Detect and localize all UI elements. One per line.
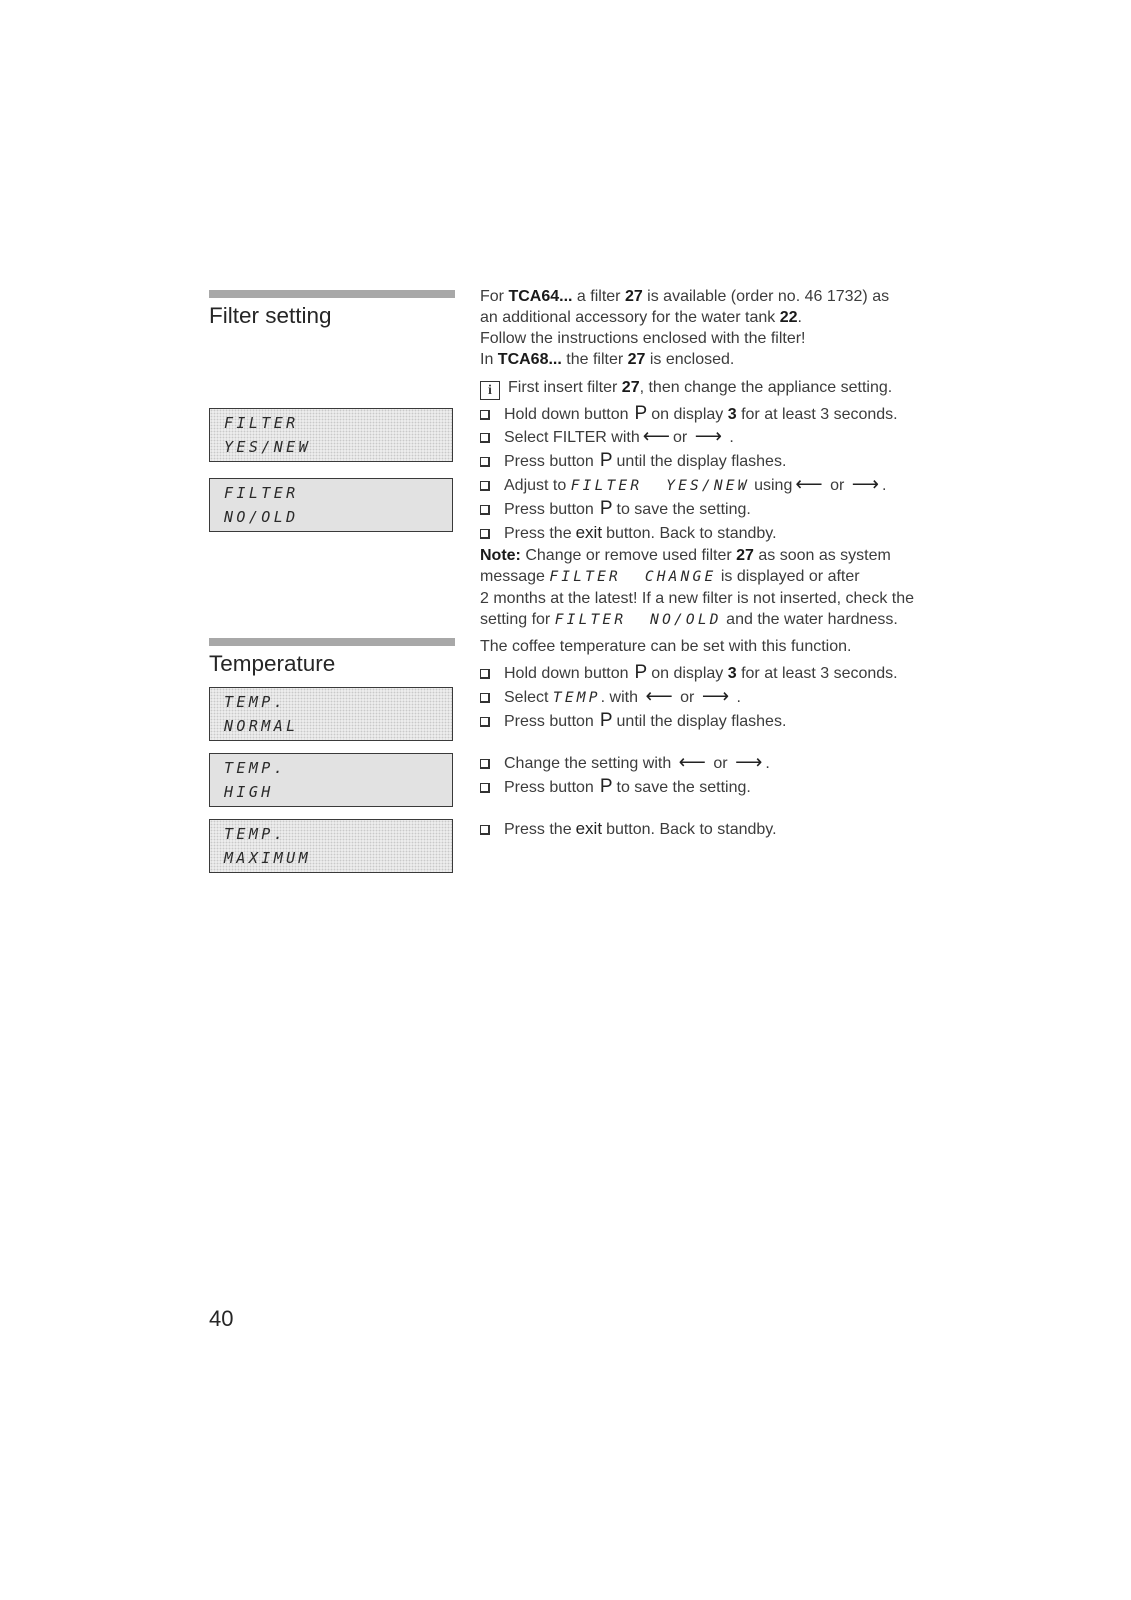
right-arrow-icon: ⟶ [694, 426, 722, 447]
checkbox-bullet-icon [480, 783, 490, 793]
checkbox-bullet-icon [480, 481, 490, 491]
filter-intro: For TCA64... a filter 27 is available (order no. 46 1732) as an additional accessory for the water tank 22. Follow the instructions enclosed with the filter! In TCA68... the filter 27 is enclosed. [480, 288, 890, 368]
display-temp-maximum [209, 819, 453, 873]
display-filter-yes-new [209, 408, 453, 462]
page-number: 40 [209, 1306, 234, 1331]
display-line-1: FILTER [224, 484, 299, 502]
left-arrow-icon: ⟵ [642, 426, 670, 447]
temp-step-4: Change the setting with ⟵ or ⟶ . [480, 752, 770, 774]
checkbox-bullet-icon [480, 669, 490, 679]
program-button-icon: P [599, 776, 613, 797]
checkbox-bullet-icon [480, 529, 490, 539]
filter-info-line: i First insert filter 27, then change the appliance setting. [480, 377, 892, 400]
temperature-intro: The coffee temperature can be set with this function. [480, 638, 852, 655]
temp-step-2: Select TEMP. with ⟵ or ⟶ . [480, 686, 741, 709]
info-icon: i [480, 381, 500, 400]
display-line-2: NO/OLD [224, 508, 299, 526]
right-arrow-icon: ⟶ [851, 474, 879, 495]
temp-step-6: Press the exit button. Back to standby. [480, 818, 777, 840]
program-button-icon: P [634, 403, 648, 424]
display-temp-high [209, 753, 453, 807]
display-text-filter-change: FILTER CHANGE [549, 569, 717, 585]
filter-section-rule [209, 290, 455, 298]
display-line-1: TEMP. [224, 759, 287, 777]
temp-step-5: Press button P to save the setting. [480, 776, 751, 798]
filter-step-6: Press the exit button. Back to standby. [480, 522, 777, 544]
checkbox-bullet-icon [480, 457, 490, 467]
temperature-section-title: Temperature [209, 651, 336, 676]
exit-button-icon: exit [575, 819, 603, 838]
left-arrow-icon: ⟵ [645, 686, 673, 707]
right-arrow-icon: ⟶ [701, 686, 730, 707]
display-line-2: YES/NEW [224, 438, 312, 456]
left-arrow-icon: ⟵ [678, 752, 706, 773]
exit-button-icon: exit [575, 523, 603, 542]
checkbox-bullet-icon [480, 433, 490, 443]
checkbox-bullet-icon [480, 825, 490, 835]
checkbox-bullet-icon [480, 410, 490, 420]
filter-step-5: Press button P to save the setting. [480, 498, 751, 520]
display-line-1: FILTER [224, 414, 299, 432]
display-text-filter-no-old: FILTER NO/OLD [554, 612, 722, 628]
display-line-2: HIGH [224, 783, 274, 801]
filter-section-title: Filter setting [209, 303, 332, 328]
display-line-2: NORMAL [224, 717, 299, 735]
program-button-icon: P [599, 450, 613, 471]
filter-step-4: Adjust to FILTER YES/NEW using ⟵ or ⟶ . [480, 474, 886, 497]
program-button-icon: P [599, 498, 613, 519]
right-arrow-icon: ⟶ [735, 752, 763, 773]
checkbox-bullet-icon [480, 759, 490, 769]
filter-step-1: Hold down button P on display 3 for at least 3 seconds. [480, 403, 898, 425]
program-button-icon: P [634, 662, 648, 683]
checkbox-bullet-icon [480, 505, 490, 515]
display-text-temp: TEMP [552, 690, 601, 706]
program-button-icon: P [599, 710, 613, 731]
display-text-filter-yes-new: FILTER YES/NEW [570, 478, 750, 494]
display-line-1: TEMP. [224, 693, 287, 711]
temp-step-1: Hold down button P on display 3 for at least 3 seconds. [480, 662, 898, 684]
temp-step-3: Press button P until the display flashes. [480, 710, 786, 732]
filter-step-2: Select FILTER with ⟵ or ⟶ . [480, 426, 734, 448]
checkbox-bullet-icon [480, 717, 490, 727]
display-line-2: MAXIMUM [224, 849, 312, 867]
display-filter-no-old [209, 478, 453, 532]
display-temp-normal [209, 687, 453, 741]
display-line-1: TEMP. [224, 825, 287, 843]
left-arrow-icon: ⟵ [795, 474, 823, 495]
filter-step-3: Press button P until the display flashes. [480, 450, 786, 472]
filter-note: Note: Change or remove used filter 27 as soon as system message FILTER CHANGE is displayed or after 2 months at the latest! If a new filter is not inserted, check the setting for FILTER NO/OLD and the water hardness. [480, 547, 914, 628]
temperature-section-rule [209, 638, 455, 646]
checkbox-bullet-icon [480, 693, 490, 703]
